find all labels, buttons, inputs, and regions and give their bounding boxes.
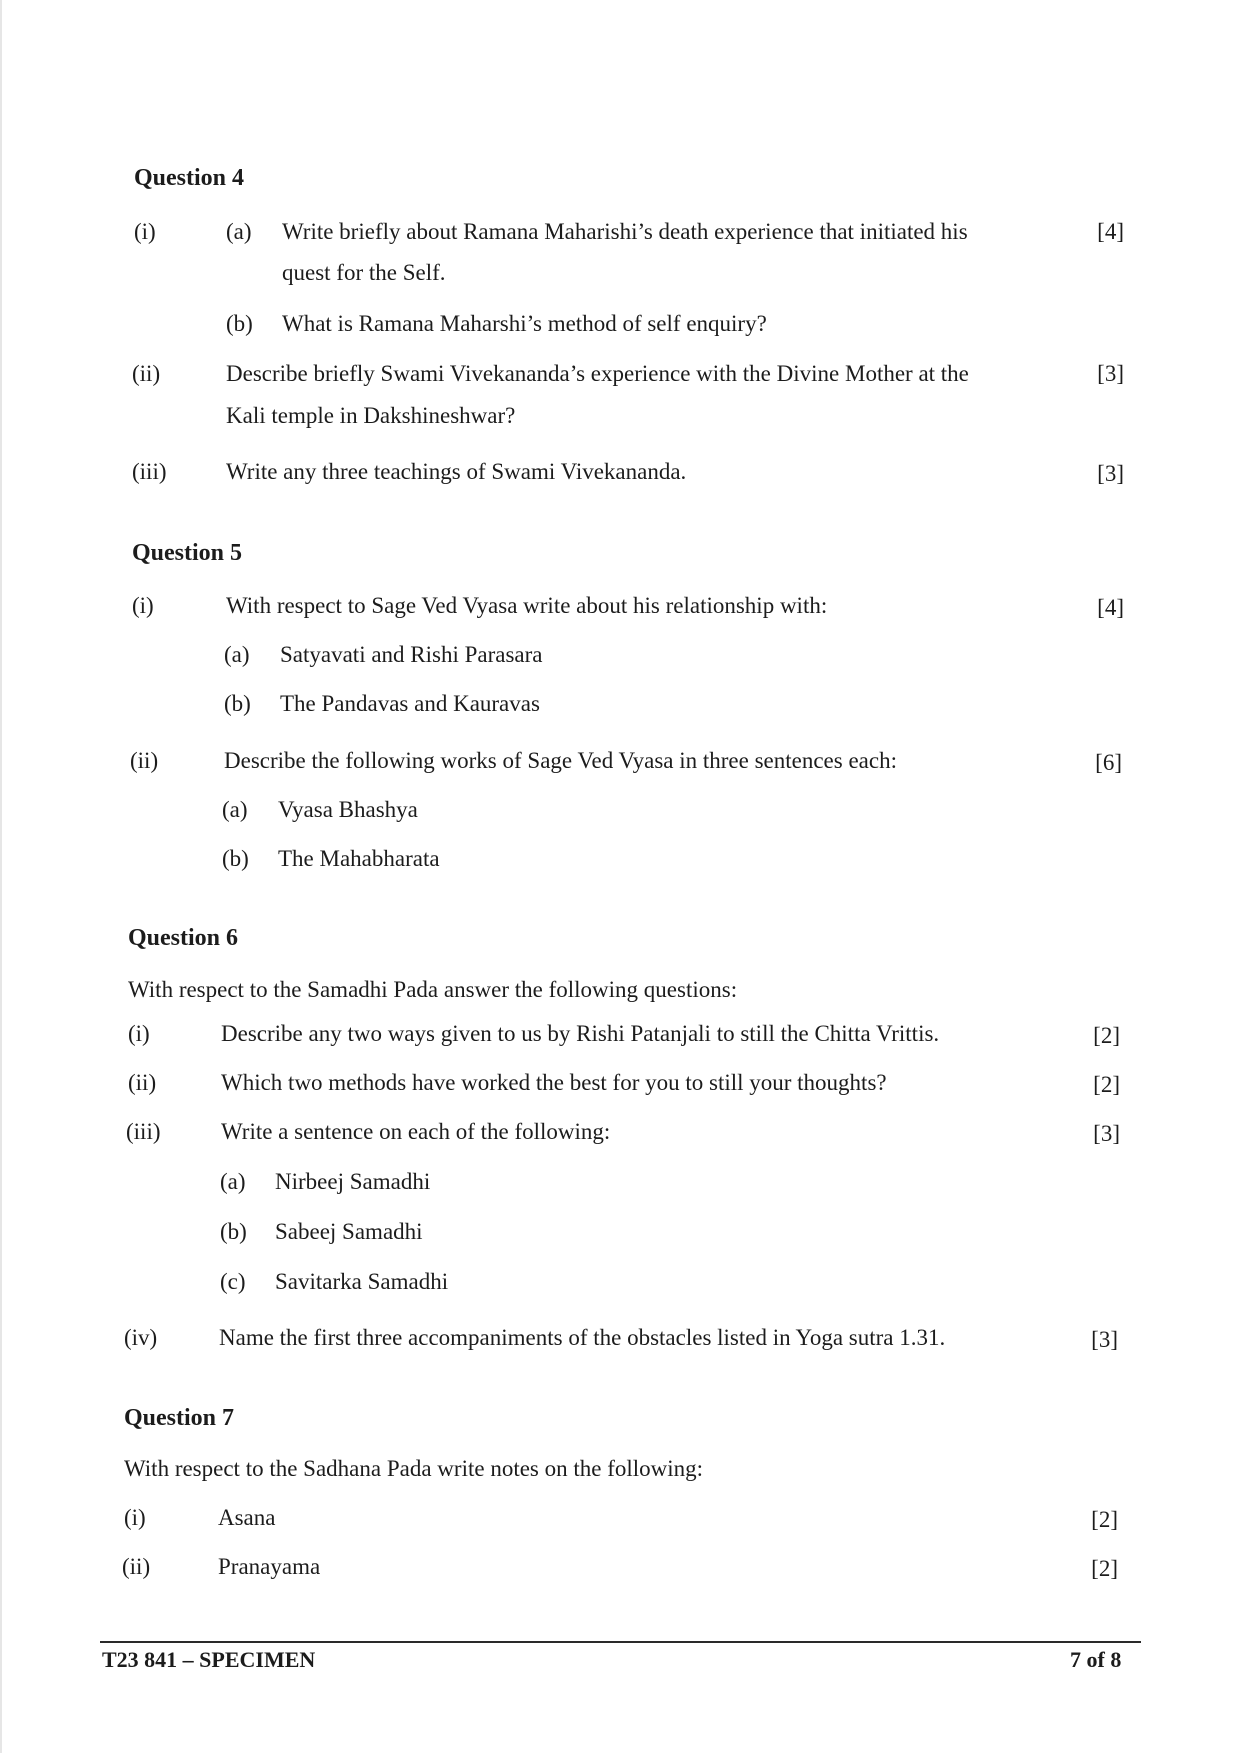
q5-part-ii-number: (ii) — [130, 748, 159, 773]
q6-part-iii-text: Write a sentence on each of the following: — [221, 1119, 611, 1144]
q6-part-i-number: (i) — [128, 1021, 150, 1046]
q4-part-i-number: (i) — [134, 219, 156, 244]
q4-part-ii-number: (ii) — [132, 361, 161, 386]
q7-intro: With respect to the Sadhana Pada write notes on the following: — [124, 1456, 704, 1481]
q5-part-ii-mark: [6] — [1095, 750, 1122, 775]
q7-part-i-text: Asana — [218, 1505, 276, 1530]
q6-intro: With respect to the Samadhi Pada answer the following questions: — [128, 977, 738, 1002]
q6-part-iii-a-letter: (a) — [220, 1169, 246, 1194]
footer-page-number: 7 of 8 — [1070, 1647, 1122, 1672]
q6-part-ii-text: Which two methods have worked the best for you to still your thoughts? — [221, 1070, 887, 1095]
q6-part-i-text: Describe any two ways given to us by Rishi Patanjali to still the Chitta Vrittis. — [221, 1021, 940, 1046]
q6-part-iii-a-text: Nirbeej Samadhi — [275, 1169, 431, 1194]
question-7-heading: Question 7 — [124, 1405, 235, 1431]
q5-part-i-b-letter: (b) — [224, 691, 251, 716]
footer-paper-code: T23 841 – SPECIMEN — [102, 1647, 316, 1672]
q7-part-ii-number: (ii) — [122, 1554, 151, 1579]
q6-part-iii-mark: [3] — [1093, 1121, 1120, 1146]
q4-part-ii-mark: [3] — [1097, 361, 1124, 386]
q6-part-ii-mark: [2] — [1093, 1072, 1120, 1097]
q7-part-i-number: (i) — [124, 1505, 146, 1530]
q6-part-iii-b-text: Sabeej Samadhi — [275, 1219, 423, 1244]
q5-part-i-mark: [4] — [1097, 595, 1124, 620]
q6-part-i-mark: [2] — [1093, 1023, 1120, 1048]
q6-part-iv-mark: [3] — [1091, 1327, 1118, 1352]
q4-part-i-b-letter: (b) — [226, 311, 253, 336]
q5-part-ii-text: Describe the following works of Sage Ved Vyasa in three sentences each: — [224, 748, 897, 773]
q7-part-i-mark: [2] — [1091, 1507, 1118, 1532]
q5-part-ii-a-letter: (a) — [222, 797, 248, 822]
q4-part-iii-mark: [3] — [1097, 461, 1124, 486]
q4-part-ii-text-line1: Describe briefly Swami Vivekananda’s experience with the Divine Mother at the — [226, 361, 969, 386]
q4-part-i-b-text: What is Ramana Maharshi’s method of self enquiry? — [282, 311, 767, 336]
q6-part-ii-number: (ii) — [128, 1070, 157, 1095]
q6-part-iv-text: Name the first three accompaniments of the obstacles listed in Yoga sutra 1.31. — [219, 1325, 946, 1350]
q6-part-iii-b-letter: (b) — [220, 1219, 247, 1244]
q6-part-iii-c-letter: (c) — [220, 1269, 246, 1294]
q5-part-ii-b-letter: (b) — [222, 846, 249, 871]
q5-part-i-text: With respect to Sage Ved Vyasa write about his relationship with: — [226, 593, 828, 618]
question-5-heading: Question 5 — [132, 540, 243, 566]
q6-part-iii-number: (iii) — [126, 1119, 161, 1144]
q4-part-i-a-letter: (a) — [226, 219, 252, 244]
q6-part-iv-number: (iv) — [124, 1325, 158, 1350]
q5-part-i-number: (i) — [132, 593, 154, 618]
q5-part-i-b-text: The Pandavas and Kauravas — [280, 691, 540, 716]
q5-part-i-a-letter: (a) — [224, 642, 250, 667]
q4-part-iii-number: (iii) — [132, 459, 167, 484]
q4-part-i-a-text-line1: Write briefly about Ramana Maharishi’s death experience that initiated his — [282, 219, 968, 244]
q5-part-i-a-text: Satyavati and Rishi Parasara — [280, 642, 543, 667]
q4-part-i-mark: [4] — [1097, 219, 1124, 244]
q7-part-ii-mark: [2] — [1091, 1556, 1118, 1581]
q7-part-ii-text: Pranayama — [218, 1554, 321, 1579]
q4-part-i-a-text-line2: quest for the Self. — [282, 260, 446, 285]
q5-part-ii-b-text: The Mahabharata — [278, 846, 440, 871]
q5-part-ii-a-text: Vyasa Bhashya — [278, 797, 418, 822]
left-margin-shadow — [0, 0, 2, 1753]
q6-part-iii-c-text: Savitarka Samadhi — [275, 1269, 449, 1294]
q4-part-ii-text-line2: Kali temple in Dakshineshwar? — [226, 403, 516, 428]
q4-part-iii-text: Write any three teachings of Swami Vivekananda. — [226, 459, 687, 484]
footer-rule — [100, 1641, 1141, 1643]
question-6-heading: Question 6 — [128, 925, 239, 951]
question-4-heading: Question 4 — [134, 165, 245, 191]
